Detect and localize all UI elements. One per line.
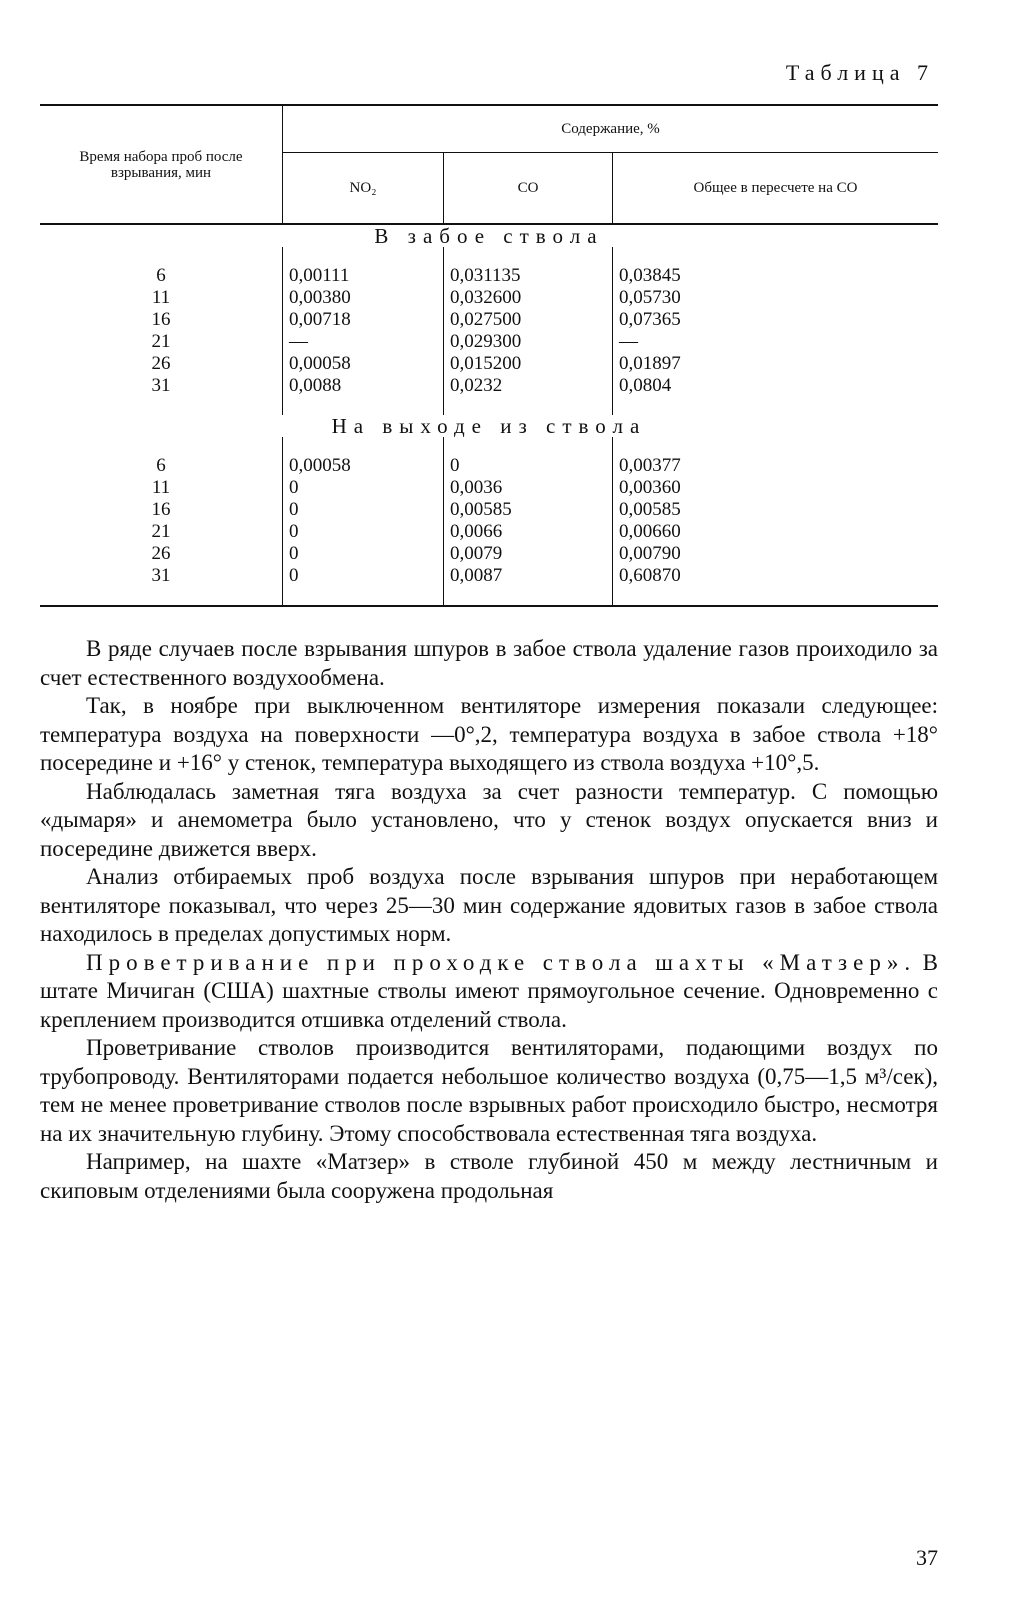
cell-no2: 0,00111 [283, 247, 444, 287]
cell-co: 0,0079 [444, 543, 613, 565]
header-no2: NO₂ [283, 153, 444, 225]
paragraph [40, 778, 938, 864]
cell-time: 31 [151, 375, 171, 396]
cell-time: 26 [151, 543, 171, 564]
cell-no2: 0,0088 [283, 375, 444, 415]
cell-total: — [613, 331, 939, 353]
paragraph-text: Так, в ноябре при выключенном вентиляторе измерения показали следующее: температура воздуха на поверхности —0°,2, температура воздуха в забое ствола +18° посередине и +16° у стенок, температура выходящего из ствола воздуха +10°,5. [40, 693, 938, 775]
cell-total: 0,00585 [613, 499, 939, 521]
cell-no2: 0,00058 [283, 437, 444, 477]
page-number: 37 [916, 1545, 938, 1570]
paragraph [40, 949, 938, 1035]
section-title: В забое ствола [374, 224, 604, 248]
cell-total: 0,00790 [613, 543, 939, 565]
header-content-group: Содержание, % [283, 105, 939, 153]
table-caption: Таблица 7 [785, 60, 934, 85]
table-row [40, 521, 938, 543]
body-text [40, 635, 938, 1205]
table-row [40, 543, 938, 565]
paragraph [40, 635, 938, 692]
cell-total: 0,07365 [613, 309, 939, 331]
cell-total: 0,00377 [613, 437, 939, 477]
data-table [40, 104, 938, 607]
cell-no2: 0 [283, 477, 444, 499]
cell-no2: 0,00058 [283, 353, 444, 375]
cell-no2: 0 [283, 521, 444, 543]
cell-time: 21 [151, 521, 171, 542]
cell-total: 0,01897 [613, 353, 939, 375]
cell-time: 16 [151, 309, 171, 330]
cell-no2: 0 [283, 543, 444, 565]
cell-no2: 0 [283, 565, 444, 606]
paragraph-text: Наблюдалась заметная тяга воздуха за счет разности температур. С помощью «дымаря» и анемометра было установлено, что у стенок воздух опускается вниз и посередине движется вверх. [40, 778, 938, 861]
table-row [40, 565, 938, 606]
cell-co: 0,031135 [444, 247, 613, 287]
table-row [40, 499, 938, 521]
table-row [40, 331, 938, 353]
paragraph-text: Например, на шахте «Матзер» в стволе глубиной 450 м между лестничным и скиповым отделениями была сооружена продольная [40, 1149, 938, 1203]
header-time: Время набора проб после взрывания, мин [40, 105, 283, 224]
cell-total: 0,03845 [613, 247, 939, 287]
section-title-row [40, 415, 938, 437]
paragraph [40, 1148, 938, 1205]
header-total: Общее в пересчете на CO [613, 153, 939, 225]
cell-total: 0,0804 [613, 375, 939, 415]
table-row [40, 437, 938, 477]
section-title-row [40, 224, 938, 247]
paragraph-text: Анализ отбираемых проб воздуха после взрывания шпуров при неработающем вентиляторе показывал, что через 25—30 мин содержание ядовитых газов в забое ствола находилось в пределах допустимых норм. [40, 864, 938, 946]
cell-no2: 0 [283, 499, 444, 521]
cell-total: 0,60870 [613, 565, 939, 606]
section-title: На выходе из ствола [331, 414, 647, 438]
cell-co: 0,0232 [444, 375, 613, 415]
cell-time: 11 [151, 477, 171, 498]
cell-co: 0,015200 [444, 353, 613, 375]
table-row [40, 477, 938, 499]
page [40, 60, 938, 1205]
table-body [40, 224, 938, 606]
cell-total: 0,00660 [613, 521, 939, 543]
cell-co: 0,0066 [444, 521, 613, 543]
paragraph [40, 1034, 938, 1148]
paragraph [40, 692, 938, 778]
table-row [40, 309, 938, 331]
cell-total: 0,05730 [613, 287, 939, 309]
table-row [40, 353, 938, 375]
cell-co: 0,029300 [444, 331, 613, 353]
cell-total: 0,00360 [613, 477, 939, 499]
cell-co: 0,0036 [444, 477, 613, 499]
cell-co: 0,032600 [444, 287, 613, 309]
cell-no2: — [283, 331, 444, 353]
cell-time: 11 [151, 287, 171, 308]
cell-time: 31 [151, 565, 171, 586]
table-row [40, 287, 938, 309]
paragraph-heading: Проветривание при проходке ствола шахты «Матзер». [86, 949, 917, 975]
paragraph [40, 863, 938, 949]
cell-time: 6 [156, 265, 166, 286]
cell-time: 6 [156, 455, 166, 476]
cell-time: 21 [151, 331, 171, 352]
paragraph-text: Проветривание стволов производится вентиляторами, подающими воздух по трубопроводу. Вентиляторами подается небольшое количество воздуха (0,75—1,5 м³/сек), тем не менее проветривание стволов после взрывных работ происходило быстро, несмотря на их значительную глубину. Этому способствовала естественная тяга воздуха. [40, 1035, 938, 1146]
cell-co: 0,027500 [444, 309, 613, 331]
cell-time: 16 [151, 499, 171, 520]
cell-no2: 0,00718 [283, 309, 444, 331]
header-co: CO [444, 153, 613, 225]
cell-no2: 0,00380 [283, 287, 444, 309]
paragraph-text: В ряде случаев после взрывания шпуров в забое ствола удаление газов проиходило за счет естественного воздухообмена. [40, 636, 938, 690]
table-row [40, 247, 938, 287]
table-row [40, 375, 938, 415]
cell-co: 0,00585 [444, 499, 613, 521]
cell-time: 26 [151, 353, 171, 374]
cell-co: 0,0087 [444, 565, 613, 606]
paragraph-text: В штате Мичиган (США) шахтные стволы имеют прямоугольное сечение. Одновременно с креплением производится отшивка отделений ствола. [40, 949, 938, 1032]
cell-co: 0 [444, 437, 613, 477]
